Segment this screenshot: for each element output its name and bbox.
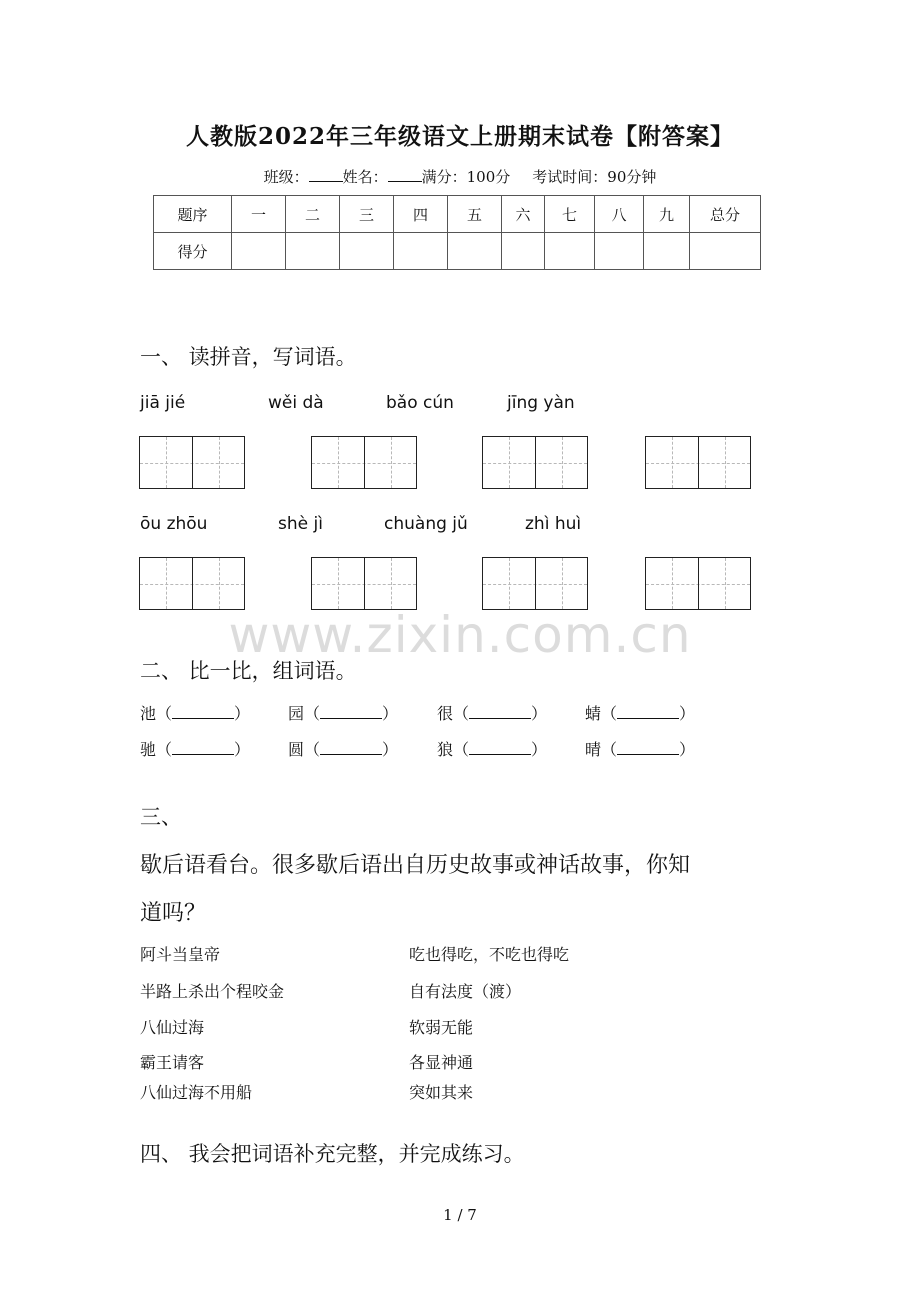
idiom-left-item[interactable]: 半路上杀出个程咬金: [140, 982, 285, 1001]
section3-prompt-line1: 歇后语看台。很多歇后语出自历史故事或神话故事，你知: [140, 853, 691, 878]
writing-grid[interactable]: [139, 436, 245, 489]
class-blank[interactable]: [309, 167, 343, 182]
full-score: 满分：100分: [421, 168, 511, 186]
writing-grid[interactable]: [645, 557, 751, 610]
section2-heading: 二、 比一比，组词语。: [140, 659, 357, 683]
table-header-cell: 八: [595, 196, 644, 233]
watermark: www.zixin.com.cn: [228, 606, 692, 664]
table-header-cell: 二: [286, 196, 340, 233]
answer-blank[interactable]: [172, 704, 234, 719]
table-header-cell: 六: [502, 196, 545, 233]
table-header-cell: 五: [448, 196, 502, 233]
compare-char: 晴: [585, 740, 602, 759]
pinyin-label: zhì huì: [525, 514, 582, 534]
page-title: 人教版2022年三年级语文上册期末试卷【附答案】: [185, 123, 734, 150]
score-cell[interactable]: [286, 233, 340, 270]
pinyin-label: chuàng jǔ: [384, 514, 468, 534]
score-cell[interactable]: [502, 233, 545, 270]
pinyin-label: wěi dà: [268, 393, 324, 413]
name-label: 姓名：: [342, 168, 388, 186]
compare-char: 圆: [288, 740, 305, 759]
score-table-header-row: [154, 196, 761, 233]
writing-grid[interactable]: [645, 436, 751, 489]
table-header-cell: 四: [394, 196, 448, 233]
compare-item: 驰（ ）: [140, 740, 251, 759]
page-number: 1 / 7: [443, 1206, 477, 1224]
writing-grid[interactable]: [482, 557, 588, 610]
pinyin-label: shè jì: [278, 514, 323, 534]
compare-item: 蜻（ ）: [585, 704, 696, 723]
name-blank[interactable]: [388, 167, 422, 182]
table-header-cell: 一: [232, 196, 286, 233]
pinyin-label: jiā jié: [140, 393, 186, 413]
answer-blank[interactable]: [469, 704, 531, 719]
idiom-left-item[interactable]: 八仙过海不用船: [140, 1083, 253, 1102]
compare-item: 园（ ）: [288, 704, 399, 723]
section3-heading: 三、: [140, 805, 182, 829]
idiom-right-item[interactable]: 软弱无能: [409, 1018, 474, 1037]
idiom-left-item[interactable]: 八仙过海: [140, 1018, 205, 1037]
exam-info-line: [0, 166, 920, 187]
class-label: 班级：: [263, 168, 309, 186]
score-cell[interactable]: [690, 233, 761, 270]
compare-item: 圆（ ）: [288, 740, 399, 759]
compare-item: 池（ ）: [140, 704, 251, 723]
answer-blank[interactable]: [617, 704, 679, 719]
compare-item: 狼（ ）: [437, 740, 548, 759]
score-cell[interactable]: [644, 233, 690, 270]
answer-blank[interactable]: [469, 740, 531, 755]
idiom-right-item[interactable]: 自有法度（渡）: [409, 982, 522, 1001]
idiom-right-item[interactable]: 吃也得吃，不吃也得吃: [409, 945, 570, 964]
writing-grid[interactable]: [311, 557, 417, 610]
compare-char: 很: [437, 704, 454, 723]
pinyin-label: bǎo cún: [386, 393, 454, 413]
table-header-cell: 三: [340, 196, 394, 233]
compare-char: 池: [140, 704, 157, 723]
compare-char: 蜻: [585, 704, 602, 723]
compare-item: 很（ ）: [437, 704, 548, 723]
table-header-cell: 九: [644, 196, 690, 233]
writing-grid[interactable]: [311, 436, 417, 489]
compare-char: 狼: [437, 740, 454, 759]
table-header-cell: 总分: [690, 196, 761, 233]
idiom-right-item[interactable]: 各显神通: [409, 1053, 474, 1072]
section3-prompt-line2: 道吗？: [140, 901, 207, 926]
score-cell[interactable]: [448, 233, 502, 270]
score-cell[interactable]: [595, 233, 644, 270]
score-cell[interactable]: [340, 233, 394, 270]
score-cell[interactable]: [232, 233, 286, 270]
pinyin-label: jīng yàn: [507, 393, 575, 413]
score-table: [153, 195, 761, 270]
writing-grid[interactable]: [482, 436, 588, 489]
score-cell[interactable]: [394, 233, 448, 270]
compare-item: 晴（ ）: [585, 740, 696, 759]
section1-heading: 一、 读拼音，写词语。: [140, 345, 357, 369]
compare-char: 园: [288, 704, 305, 723]
answer-blank[interactable]: [172, 740, 234, 755]
answer-blank[interactable]: [320, 704, 382, 719]
exam-time: 考试时间：90分钟: [532, 168, 657, 186]
score-row-label: 得分: [154, 233, 232, 270]
writing-grid[interactable]: [139, 557, 245, 610]
idiom-left-item[interactable]: 霸王请客: [140, 1053, 205, 1072]
answer-blank[interactable]: [617, 740, 679, 755]
compare-char: 驰: [140, 740, 157, 759]
pinyin-label: ōu zhōu: [140, 514, 208, 534]
section4-heading: 四、 我会把词语补充完整，并完成练习。: [140, 1142, 525, 1166]
answer-blank[interactable]: [320, 740, 382, 755]
table-header-cell: 题序: [154, 196, 232, 233]
idiom-left-item[interactable]: 阿斗当皇帝: [140, 945, 221, 964]
table-header-cell: 七: [545, 196, 595, 233]
idiom-right-item[interactable]: 突如其来: [409, 1083, 474, 1102]
score-cell[interactable]: [545, 233, 595, 270]
score-table-score-row: [154, 233, 761, 270]
